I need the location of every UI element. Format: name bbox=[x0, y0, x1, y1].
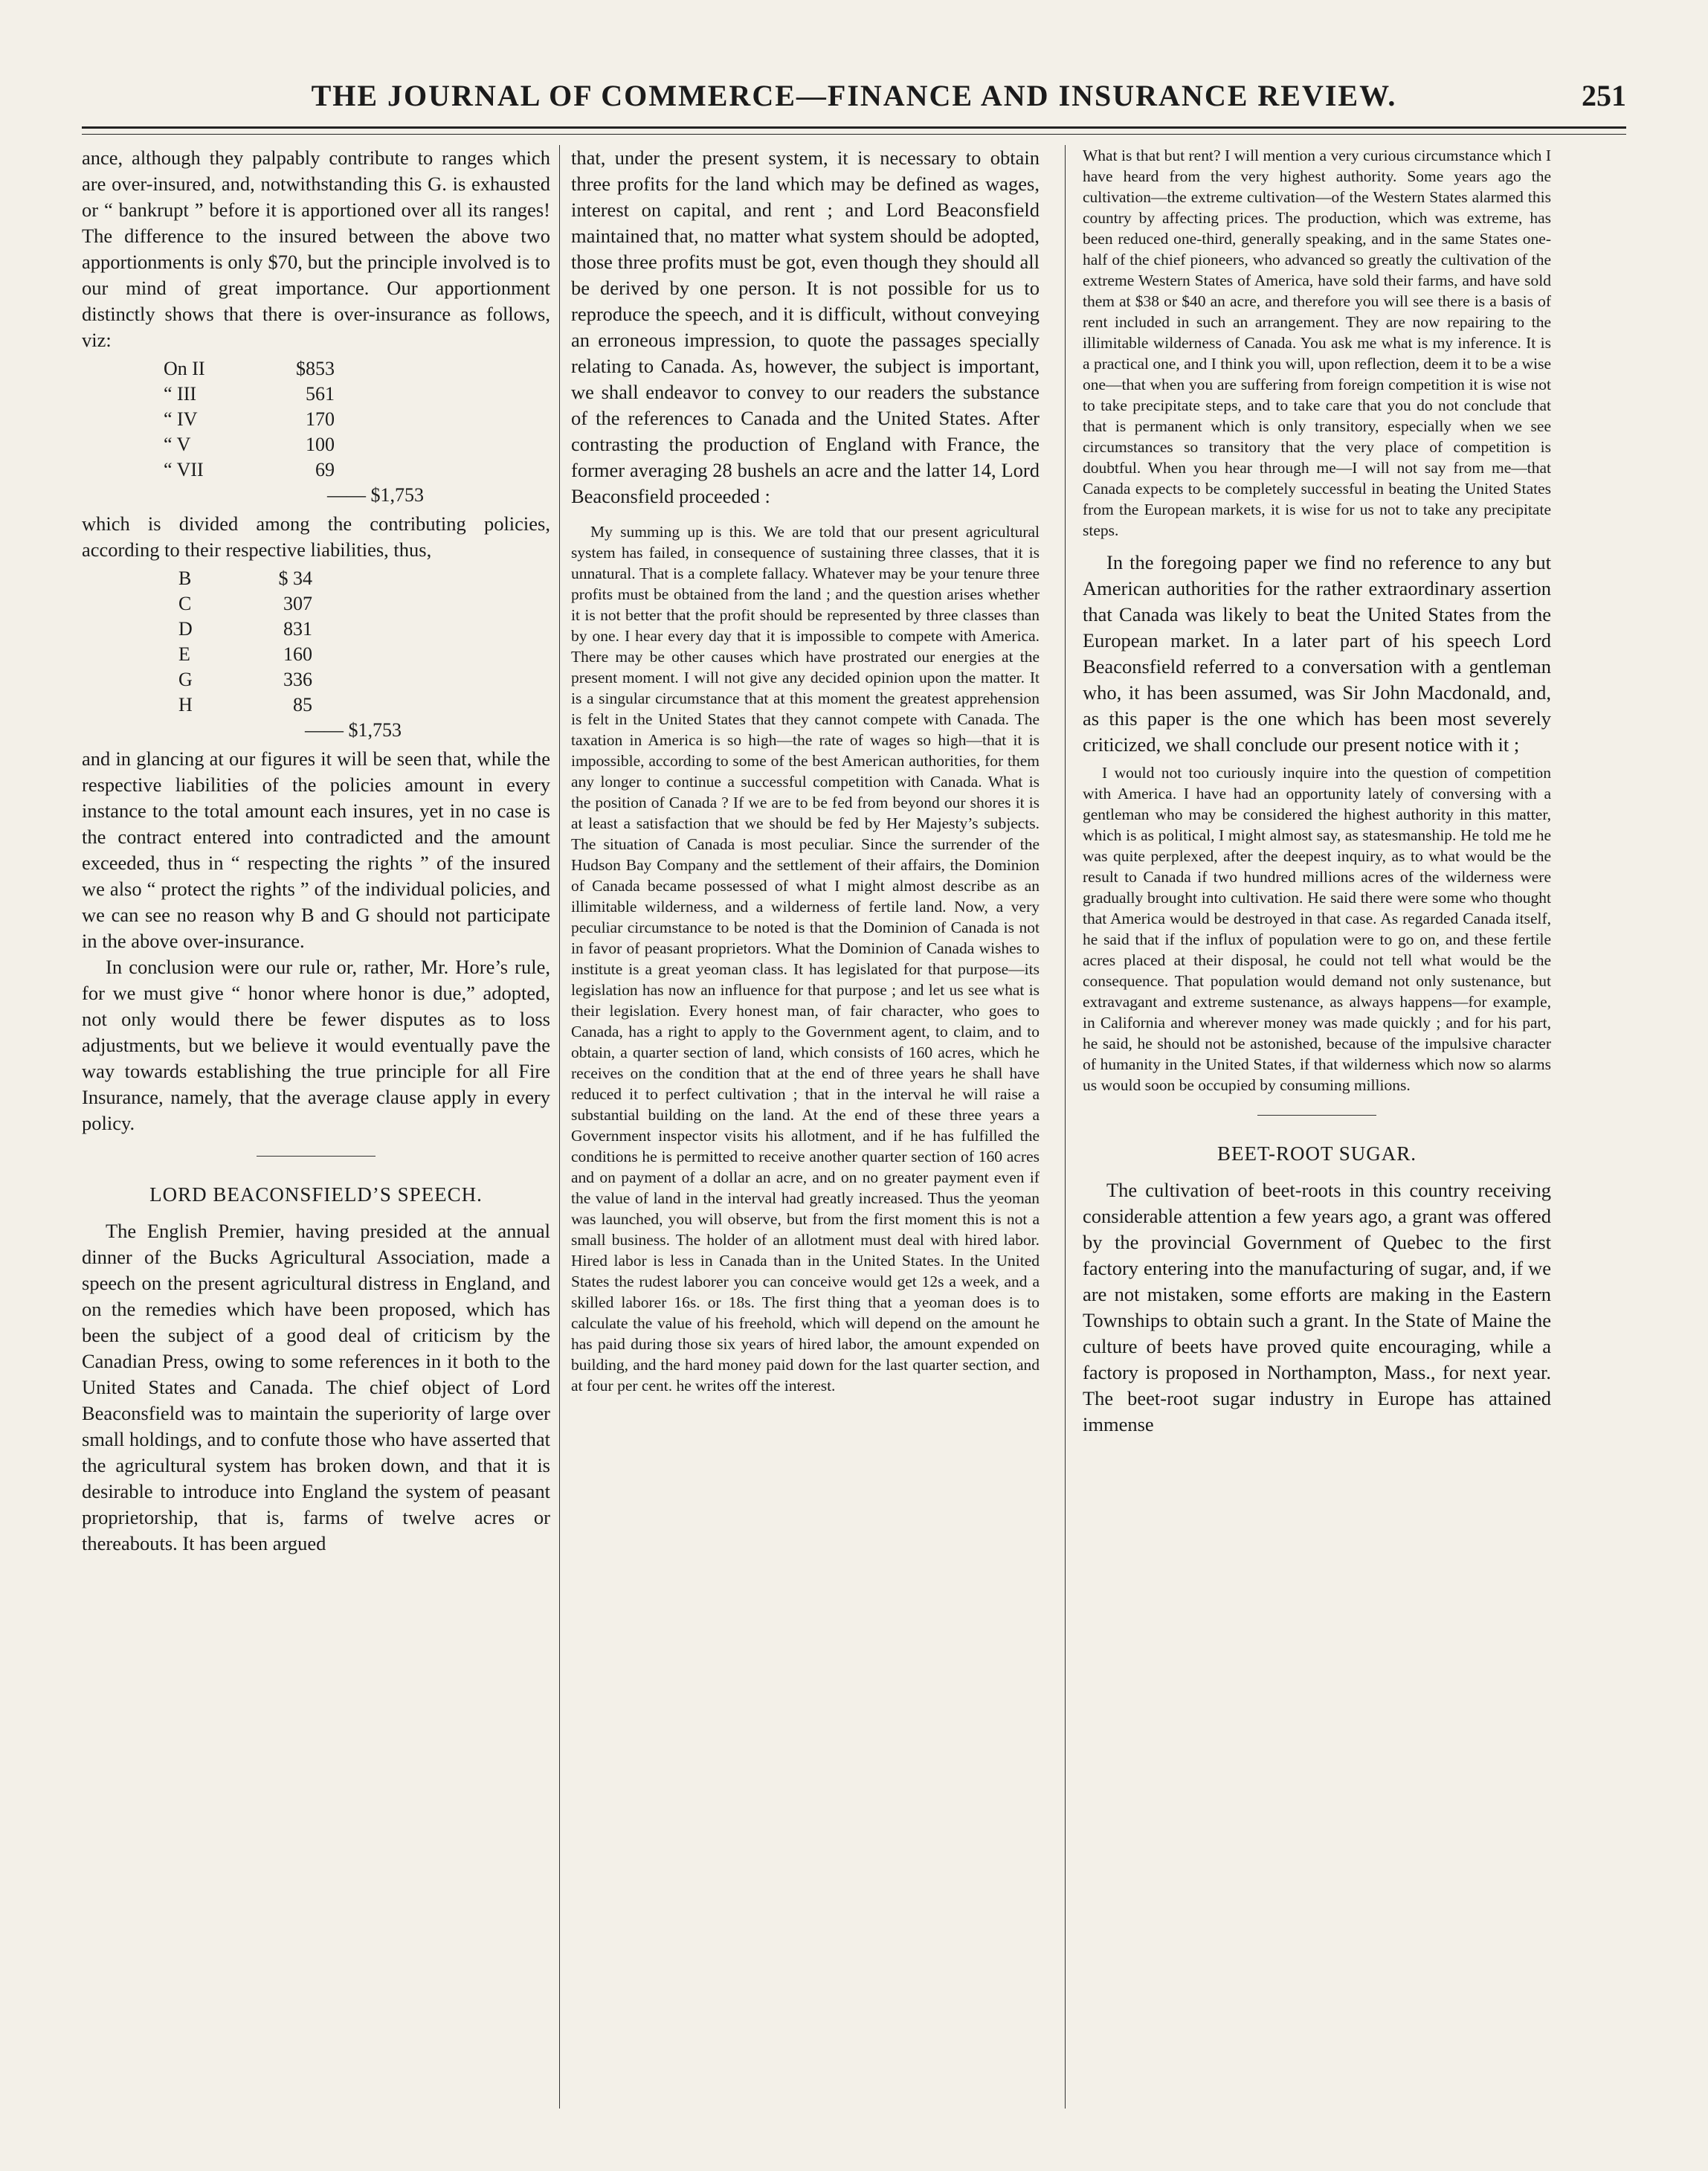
table-row: E 160 bbox=[178, 643, 312, 665]
table-total: —— $1,753 bbox=[305, 719, 402, 741]
paragraph: that, under the present system, it is necessary to obtain three profits for the land which may be defined as wages, interest on capital, and rent ; and Lord Beaconsfield maintained that, no matter what system should be adopted, those three profits must be got, even though they should all be derived by one person. It is not possible for us to reproduce the speech, and it is difficult, without conveying an erroneous impression, to quote the passages specially relating to Canada. As, however, the subject is important, we shall endeavor to convey to our readers the substance of the references to Canada and the United States. After contrasting the production of England with France, the former averaging 28 bushels an acre and the latter 14, Lord Beaconsfield proceeded : bbox=[571, 147, 1040, 507]
paragraph: which is divided among the contributing policies, according to their respective liabilities, thus, bbox=[82, 512, 550, 561]
quote-paragraph: My summing up is this. We are told that our present agricultural system has failed, in consequence of sustaining three classes, that it is unnatural. That is a complete fallacy. Whatever may be your tenure three profits must be obtained from the land ; and the question arises whether it is not better that the profit should be represented by three classes than by one. I hear every day that it is impossible to compete with America. There may be other causes which have prostrated our energies at the present moment. I will not give any decided opinion upon the matter. It is a singular circumstance that at this moment the greatest apprehension is felt in the United States that they cannot compete with Canada. The taxation in America is so high—the rate of wages so high—that it is impossible, according to some of the best American authorities, for them any longer to continue a successful competition with Canada. What is the position of Canada ? If we are to be fed from beyond our shores it is at least a satisfaction that we should be fed by Her Majesty’s subjects. The situation of Canada is most peculiar. Since the surrender of the Hudson Bay Company and the settlement of their affairs, the Dominion of Canada became possessed of what I might almost describe as an illimitable wilderness, and a wilderness of fertile land. Now, a very peculiar circumstance to be noted is that the Dominion of Canada is not in favor of peasant proprietors. What the Dominion of Canada wishes to institute is a great yeoman class. It has legislated for that purpose—its legislation has now an influence for that purpose ; and let us see what is their legislation. Every honest man, of fair character, who goes to Canada, has a right to apply to the Government agent, to claim, and to obtain, a quarter section of land, which consists of 160 acres, which he receives on the condition that at the end of three years he shall have reduced it to perfect cultivation ; that in the interval he will raise a substantial building on the land. At the end of these three years a Government inspector visits his allotment, and if he has fulfilled the conditions he is permitted to receive another quarter section of 160 acres and on payment of a dollar an acre, and on no greater payment even if the value of land in the interval had greatly increased. Thus the yeoman was launched, you will observe, but from the first moment this is not a small business. The holder of an allotment must deal with hired labor. Hired labor is less in Canada than in the United States. In the United States the rudest laborer you can conceive would get 12s a week, and a skilled laborer 16s. or 18s. The first thing that a yeoman does is to calculate the value of his freehold, which will depend on the amount he has paid during those six years of hired labor, the amount expended on building, and the hard money paid down for the last quarter section, and at four per cent. he writes off the interest. bbox=[571, 523, 1040, 1395]
paragraph: In conclusion were our rule or, rather, Mr. Hore’s rule, for we must give “ honor where honor is due,” adopted, not only would there be fewer disputes as to loss adjustments, but we believe it would eventually pave the way towards establishing the true principle for all Fire Insurance, namely, that the average clause apply in every policy. bbox=[82, 956, 550, 1134]
policy-table bbox=[82, 566, 550, 743]
paragraph: ance, although they palpably contribute to ranges which are over-insured, and, notwithstanding this G. is exhausted or “ bankrupt ” before it is apportioned over all its ranges! The difference to the insured between the above two apportionments is only $70, but the principle involved is to our mind of great importance. Our apportionment distinctly shows that there is over-insurance as follows, viz: bbox=[82, 147, 550, 351]
paragraph: In the foregoing paper we find no reference to any but American authorities for the rather extraordinary assertion that Canada was likely to beat the United States from the European market. In a later part of his speech Lord Beaconsfield referred to a conversation with a gentleman who, it has been assumed, was Sir John Macdonald, and, as this paper is the one which has been most severely criticized, we shall conclude our present notice with it ; bbox=[1083, 551, 1551, 756]
table-row: H 85 bbox=[178, 694, 312, 715]
table-row: “ VII 69 bbox=[164, 459, 335, 480]
section-heading: LORD BEACONSFIELD’S SPEECH. bbox=[149, 1183, 483, 1206]
column-divider-1 bbox=[559, 145, 560, 2109]
quote-paragraph: I would not too curiously inquire into the question of competition with America. I have had an opportunity lately of conversing with a gentleman who may be considered the highest authority in this matter, which is as political, I might almost say, as statesmanship. He told me he was quite perplexed, after the deepest inquiry, as to what would be the result to Canada if two hundred millions acres of the wilderness were gradually brought into cultivation. He said there were some who thought that America would be destroyed in that case. As regarded Canada itself, he said that if the influx of population were to go on, and these fertile acres placed at their disposal, he could not tell what would be the consequence. That population would demand not only sustenance, but extravagant and extreme sustenance, as always happens—for example, in California and wherever money was made quickly ; and for his part, he said, he should not be astonished, because of the impulsive character of humanity in the United States, if that wilderness which now so alarms us would soon be occupied by consuming millions. bbox=[1083, 764, 1551, 1094]
page-number: 251 bbox=[1582, 79, 1626, 112]
header-rule-thin bbox=[82, 134, 1626, 135]
table-row: “ IV 170 bbox=[164, 408, 335, 430]
column-divider-2 bbox=[1065, 145, 1066, 2109]
table-row: C 307 bbox=[178, 593, 312, 614]
table-row: “ III 561 bbox=[164, 383, 335, 405]
over-insurance-table bbox=[82, 356, 550, 508]
paragraph: and in glancing at our figures it will be seen that, while the respective liabilities of the policies amount in every instance to the total amount each insures, yet in no case is the contract entered into contradicted and the amount exceeded, thus in “ respecting the rights ” of the insured we also “ protect the rights ” of the individual policies, and we can see no reason why B and G should not participate in the above over-insurance. bbox=[82, 747, 550, 952]
table-row: B $ 34 bbox=[178, 567, 312, 589]
paragraph: The cultivation of beet-roots in this country receiving considerable attention a few years ago, a grant was offered by the provincial Government of Quebec to the first factory entering into the manufacturing of sugar, and, if we are not mistaken, some efforts are making in the Eastern Townships to obtain such a grant. In the State of Maine the culture of beets have proved quite encouraging, while a factory is proposed in Northampton, Mass., for next year. The beet-root sugar industry in Europe has attained immense bbox=[1083, 1179, 1551, 1435]
table-row: “ V 100 bbox=[164, 434, 335, 455]
quoted-speech bbox=[1083, 762, 1551, 1096]
header-rule bbox=[82, 126, 1626, 129]
quote-paragraph: What is that but rent? I will mention a very curious circumstance which I have heard from the very highest authority. Some years ago the cultivation—the extreme cultivation—of the Western States alarmed this country by affecting prices. The production, which was extreme, has been reduced one-third, generally speaking, and in the same States one-half of the chief pioneers, who advanced so greatly the cultivation of the extreme Western States of America, have sold their farms, and have sold them at $38 or $40 an acre, and therefore you will see there is a basis of rent included in such an arrangement. They are now repairing to the illimitable wilderness of Canada. You ask me what is my inference. It is a practical one, and I think you will, upon reflection, deem it to be a wise one—that when you are suffering from foreign competition it is wise not to take precipitate steps, and to take care that you do not conclude that that is permanent which is only transitory, especially when we see circumstances so transitory that the very place of competition is doubtful. When you hear through me—I will not say from me—that Canada expects to be completely successful in beating the United States from the European markets, it is wise for us not to take any precipitate steps. bbox=[1083, 147, 1551, 539]
journal-title: THE JOURNAL OF COMMERCE—FINANCE AND INSURANCE REVIEW. bbox=[311, 79, 1397, 112]
paragraph: The English Premier, having presided at the annual dinner of the Bucks Agricultural Association, made a speech on the present agricultural distress in England, and on the remedies which have been proposed, which has been the subject of a good deal of criticism by the Canadian Press, owing to some references in it both to the United States and Canada. The chief object of Lord Beaconsfield was to maintain the superiority of large over small holdings, and to confute those who have asserted that the agricultural system has broken down, and that it is desirable to introduce into England the system of peasant proprietorship, that is, farms of twelve acres or thereabouts. It has been argued bbox=[82, 1220, 550, 1554]
table-total: —— $1,753 bbox=[327, 484, 424, 506]
section-heading: BEET-ROOT SUGAR. bbox=[1216, 1142, 1417, 1165]
section-divider bbox=[1257, 1115, 1376, 1116]
section-divider bbox=[257, 1156, 376, 1157]
quoted-speech bbox=[1083, 145, 1551, 541]
column-3 bbox=[1083, 145, 1551, 2109]
table-row: On II $853 bbox=[164, 358, 335, 379]
table-row: G 336 bbox=[178, 669, 312, 690]
column-1 bbox=[82, 145, 550, 2109]
page-header bbox=[82, 71, 1626, 123]
table-row: D 831 bbox=[178, 618, 312, 640]
column-2 bbox=[571, 145, 1040, 2109]
quoted-speech bbox=[571, 521, 1040, 1396]
